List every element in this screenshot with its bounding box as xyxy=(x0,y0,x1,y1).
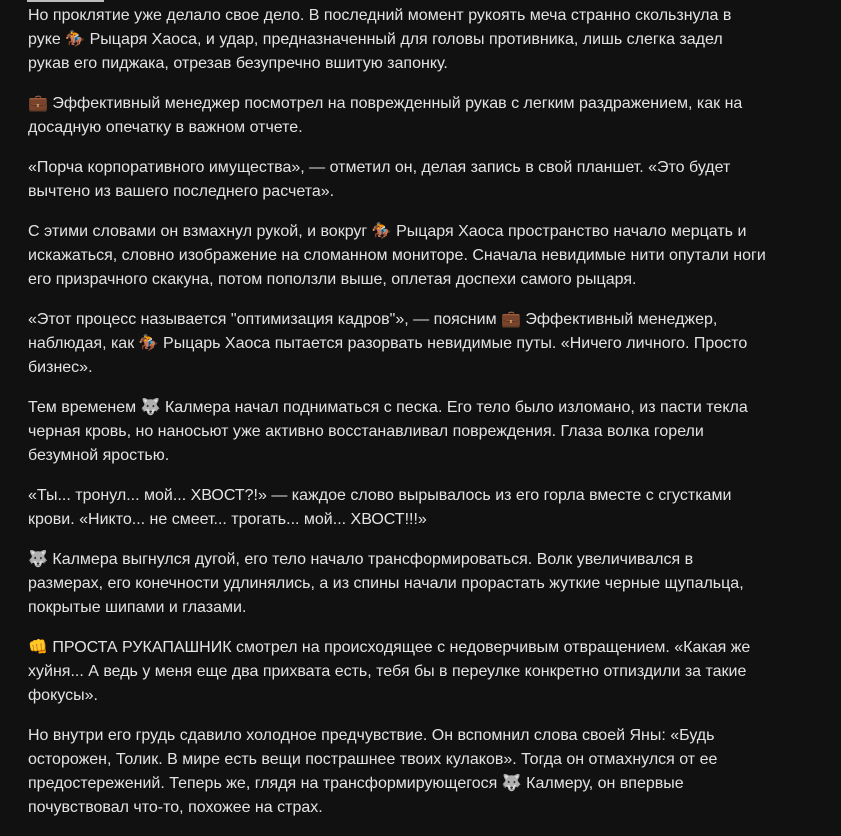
story-text xyxy=(28,4,768,836)
paragraph-2: 💼 Эффективный менеджер посмотрел на поврежденный рукав с легким раздражением, как на досадную опечатку в важном отчете. xyxy=(28,95,743,136)
paragraph-6: Тем временем 🐺 Калмера начал подниматься с песка. Его тело было изломано, из пасти текла черная кровь, но наносьют уже активно восстанавливал повреждения. Глаза волка горели безумной яростью. xyxy=(28,399,748,464)
paragraph-9: 👊 ПРОСТА РУКАПАШНИК смотрел на происходящее с недоверчивым отвращением. «Какая же хуйня... А ведь у меня еще два прихвата есть, тебя бы в переулке конкретно отпиздили за такие фокусы». xyxy=(28,639,751,704)
scroll-indicator-bar xyxy=(27,0,104,2)
paragraph-3: «Порча корпоративного имущества», — отметил он, делая запись в свой планшет. «Это будет вычтено из вашего последнего расчета». xyxy=(28,159,731,200)
paragraph-7: «Ты... тронул... мой... ХВОСТ?!» — каждое слово вырывалось из его горла вместе с сгустками крови. «Никто... не смеет... трогать... мой... ХВОСТ!!!» xyxy=(28,487,732,528)
paragraph-4: С этими словами он взмахнул рукой, и вокруг 🏇 Рыцаря Хаоса пространство начало мерцать и искажаться, словно изображение на сломанном мониторе. Сначала невидимые нити опутали ноги его призрачного скакуна, потом поползли выше, оплетая доспехи самого рыцаря. xyxy=(28,223,766,288)
paragraph-5: «Этот процесс называется "оптимизация кадров"», — поясним 💼 Эффективный менеджер, наблюдая, как 🏇 Рыцарь Хаоса пытается разорвать невидимые путы. «Ничего личного. Просто бизнес». xyxy=(28,311,748,376)
paragraph-8: 🐺 Калмера выгнулся дугой, его тело начало трансформироваться. Волк увеличивался в размерах, его конечности удлинялись, а из спины начали прорастать жуткие черные щупальца, покрытые шипами и глазами. xyxy=(28,551,744,616)
paragraph-10: Но внутри его грудь сдавило холодное предчувствие. Он вспомнил слова своей Яны: «Будь осторожен, Толик. В мире есть вещи пострашнее твоих кулаков». Тогда он отмахнулся от ее предостережений. Теперь же, глядя на трансформирующегося 🐺 Калмеру, он впервые почувствовал что-то, похожее на страх. xyxy=(28,727,718,816)
paragraph-1: Но проклятие уже делало свое дело. В последний момент рукоять меча странно скользнула в руке 🏇 Рыцаря Хаоса, и удар, предназначенный для головы противника, лишь слегка задел рукав его пиджака, отрезав безупречно вшитую запонку. xyxy=(28,7,732,72)
